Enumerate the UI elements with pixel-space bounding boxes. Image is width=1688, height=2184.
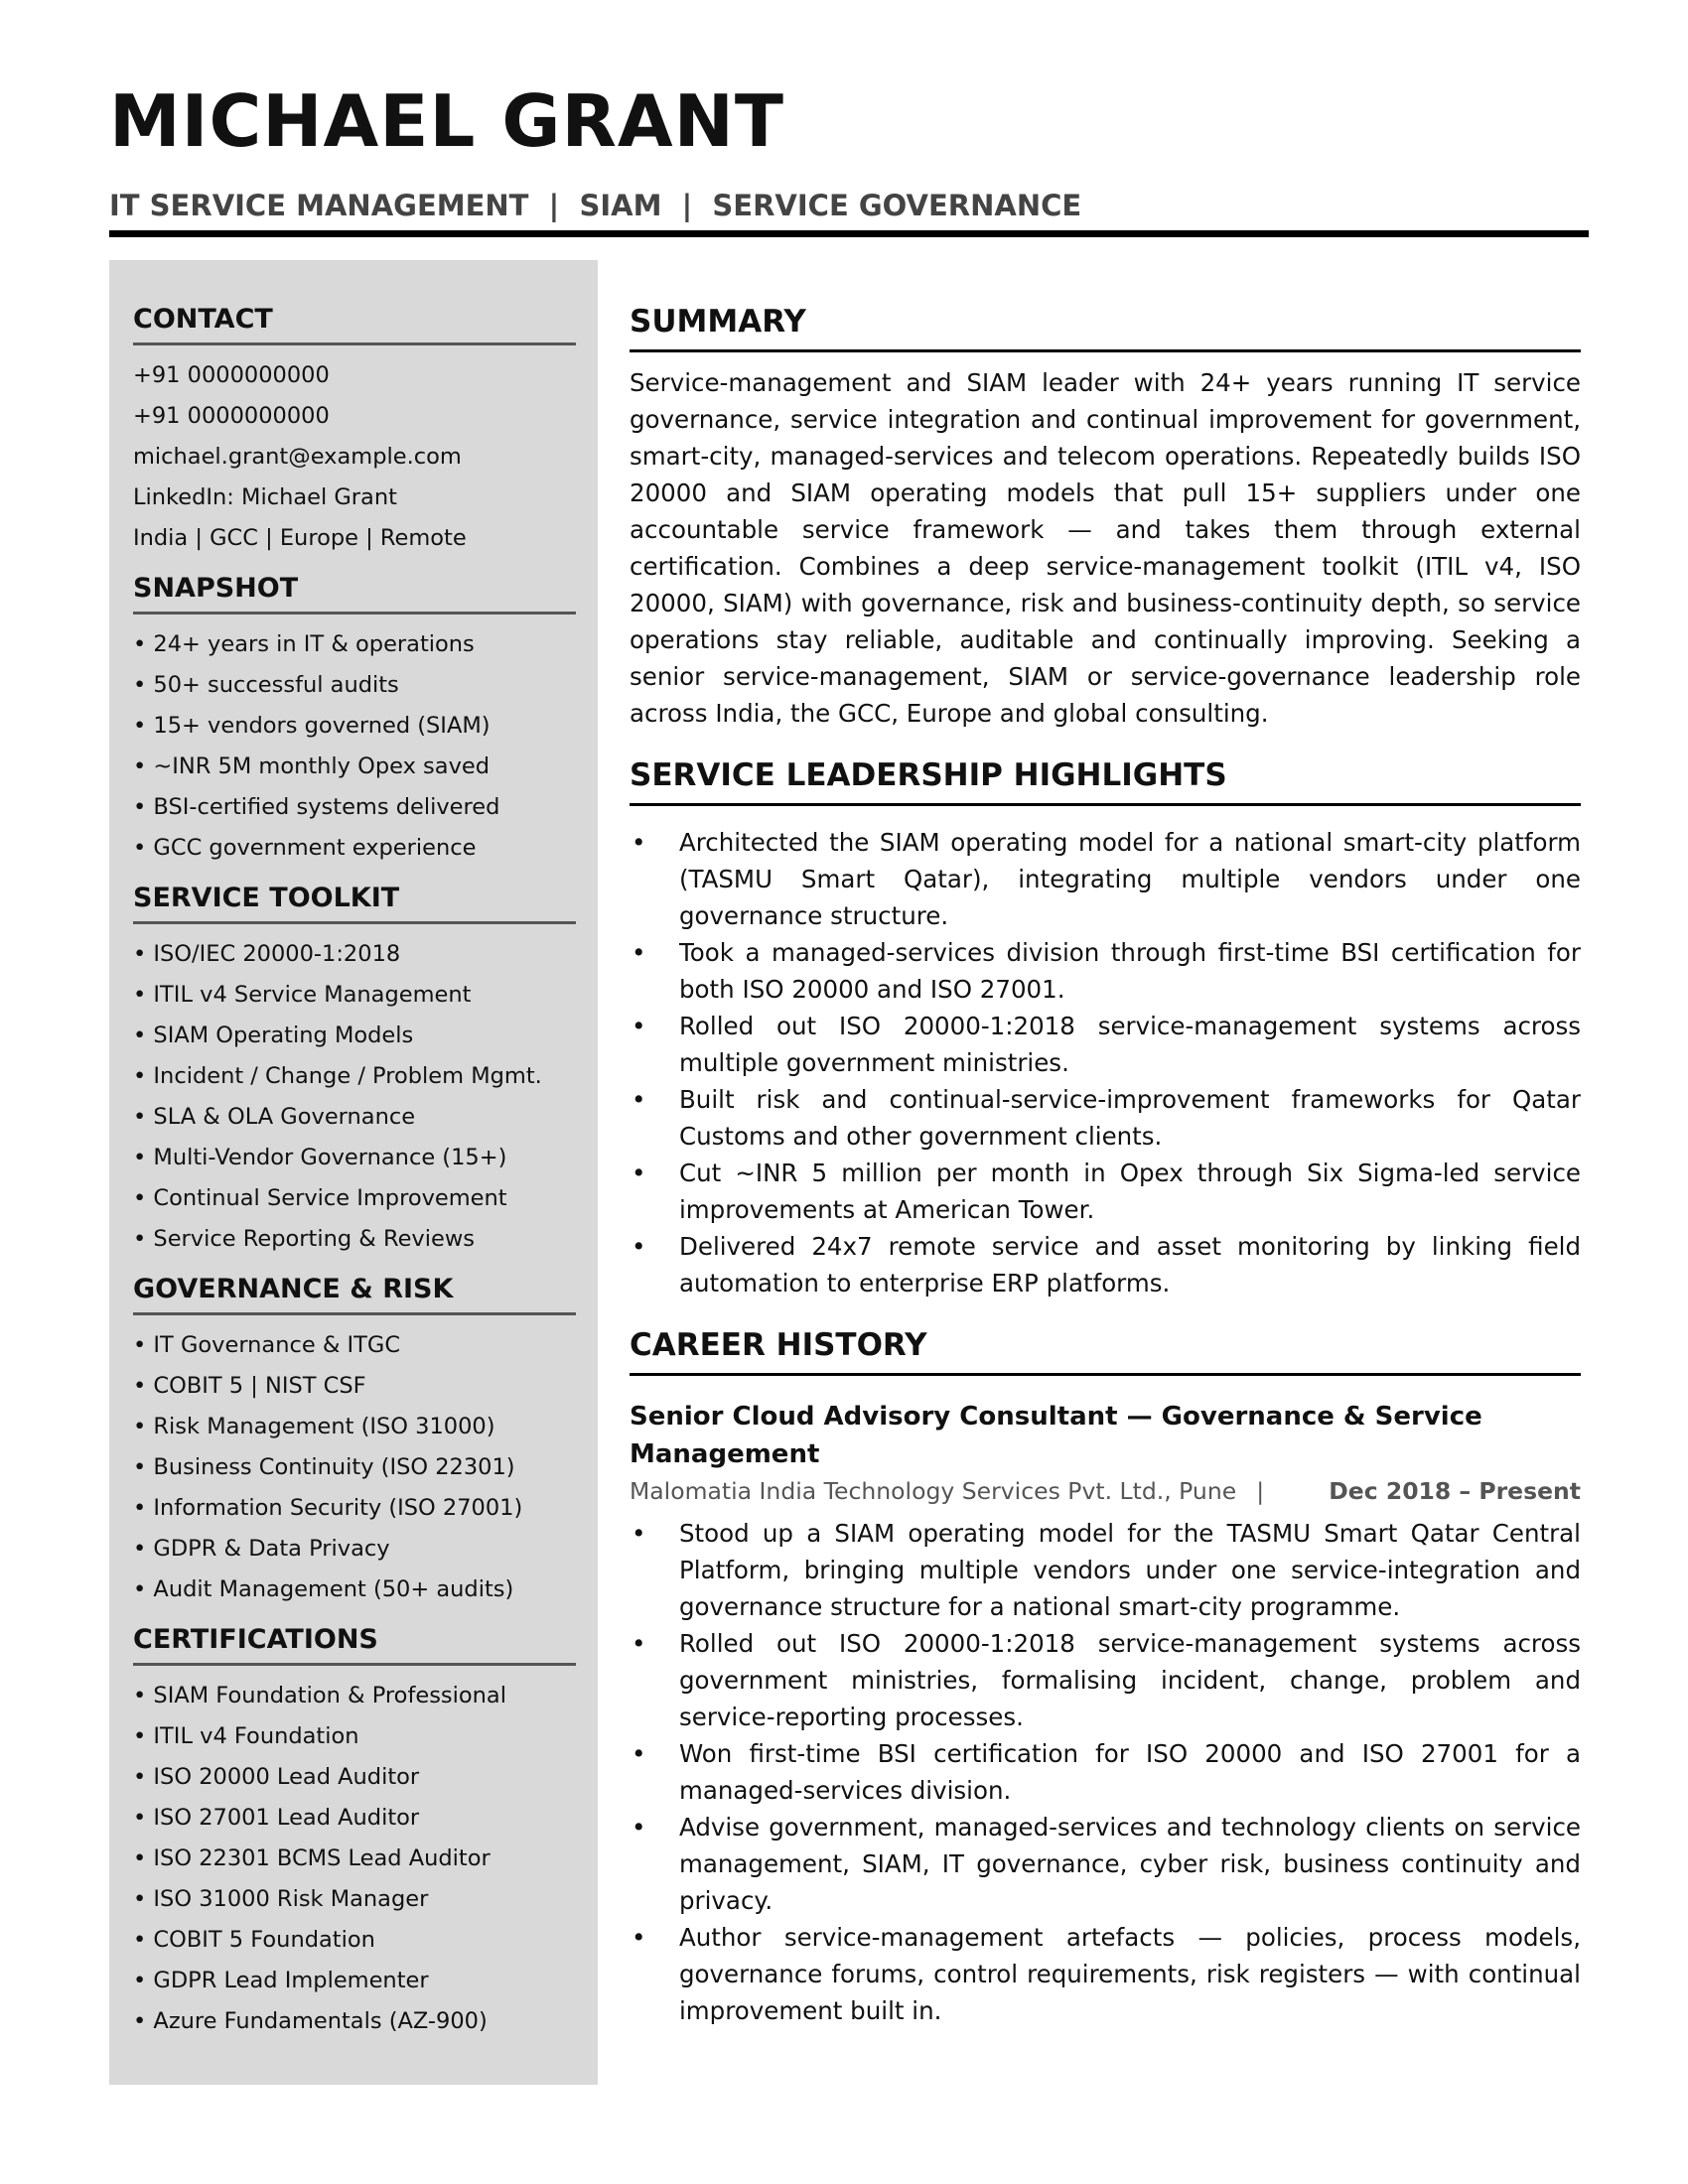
bullet-dot: • bbox=[632, 1232, 646, 1261]
job-dates: Dec 2018 – Present bbox=[1329, 1477, 1581, 1505]
snapshot-section bbox=[133, 573, 576, 869]
job-bullet-item bbox=[630, 1735, 1581, 1809]
bullet-dot: • bbox=[632, 1085, 646, 1114]
toolkit-item: • ITIL v4 Service Management bbox=[133, 982, 472, 1008]
job-title: Senior Cloud Advisory Consultant — Governance & Service Management bbox=[630, 1402, 1482, 1469]
certification-item: • ISO 22301 BCMS Lead Auditor bbox=[133, 1845, 491, 1871]
contact-item: India | GCC | Europe | Remote bbox=[133, 525, 467, 551]
sidebar bbox=[109, 260, 598, 2085]
governance-item: • Risk Management (ISO 31000) bbox=[133, 1414, 495, 1439]
snapshot-item: • 50+ successful audits bbox=[133, 672, 399, 698]
toolkit-item: • SIAM Operating Models bbox=[133, 1023, 414, 1048]
job-entry bbox=[630, 1398, 1581, 2029]
bullet-dot: • bbox=[632, 1629, 646, 1658]
bullet-text: Advise government, managed-services and technology clients on service management, SIAM, IT governance, cyber risk, business continuity and privacy. bbox=[679, 1813, 1581, 1915]
contact-list bbox=[133, 355, 576, 559]
certification-item: • ISO 31000 Risk Manager bbox=[133, 1886, 429, 1912]
certification-item: • ITIL v4 Foundation bbox=[133, 1723, 359, 1749]
toolkit-item: • Continual Service Improvement bbox=[133, 1185, 507, 1211]
bullet-dot: • bbox=[632, 1519, 646, 1548]
snapshot-item: • 24+ years in IT & operations bbox=[133, 631, 475, 657]
bullet-text: Built risk and continual-service-improvement frameworks for Qatar Customs and other government clients. bbox=[679, 1085, 1581, 1151]
toolkit-section bbox=[133, 883, 576, 1260]
bullet-dot: • bbox=[632, 1739, 646, 1768]
certification-item: • GDPR Lead Implementer bbox=[133, 1968, 429, 1993]
toolkit-item: • Service Reporting & Reviews bbox=[133, 1226, 475, 1252]
summary-text: Service-management and SIAM leader with 24+ years running IT service governance, service integration and continual improvement for government, smart-city, managed-services and telecom operations. Repeatedly builds ISO 20000 and SIAM operating models that pull 15+ suppliers under one accountable service framework — and takes them through external certification. Combines a deep service-management toolkit (ITIL v4, ISO 20000, SIAM) with governance, risk and business-continuity depth, so service operations stay reliable, auditable and continually improving. Seeking a senior service-management, SIAM or service-governance leadership role across India, the GCC, Europe and global consulting. bbox=[630, 368, 1581, 728]
highlights-list bbox=[630, 824, 1581, 1301]
bullet-text: Cut ~INR 5 million per month in Opex through Six Sigma-led service improvements at American Tower. bbox=[679, 1159, 1581, 1224]
highlight-item bbox=[630, 1008, 1581, 1081]
toolkit-list bbox=[133, 934, 576, 1260]
certifications-section bbox=[133, 1624, 576, 2042]
highlight-item bbox=[630, 1081, 1581, 1155]
bullet-dot: • bbox=[632, 828, 646, 857]
governance-item: • IT Governance & ITGC bbox=[133, 1332, 401, 1358]
snapshot-list bbox=[133, 624, 576, 869]
headline-tagline: IT SERVICE MANAGEMENT | SIAM | SERVICE GOVERNANCE bbox=[109, 189, 1082, 222]
certification-item: • SIAM Foundation & Professional bbox=[133, 1683, 506, 1708]
job-bullet-item bbox=[630, 1515, 1581, 1625]
bullet-text: Took a managed-services division through first-time BSI certification for both ISO 20000 and ISO 27001. bbox=[679, 938, 1581, 1004]
governance-item: • COBIT 5 | NIST CSF bbox=[133, 1373, 366, 1399]
section-title-summary: SUMMARY bbox=[630, 304, 1581, 352]
governance-item: • GDPR & Data Privacy bbox=[133, 1536, 390, 1562]
governance-item: • Business Continuity (ISO 22301) bbox=[133, 1454, 515, 1480]
contact-item: +91 0000000000 bbox=[133, 362, 330, 388]
snapshot-item: • 15+ vendors governed (SIAM) bbox=[133, 713, 491, 739]
section-title-certifications: CERTIFICATIONS bbox=[133, 1624, 576, 1666]
snapshot-item: • ~INR 5M monthly Opex saved bbox=[133, 753, 491, 779]
highlight-item bbox=[630, 824, 1581, 934]
section-title-contact: CONTACT bbox=[133, 304, 576, 345]
bullet-text: Won first-time BSI certification for ISO 20000 and ISO 27001 for a managed-services division. bbox=[679, 1739, 1581, 1805]
contact-item: +91 0000000000 bbox=[133, 403, 330, 429]
governance-item: • Audit Management (50+ audits) bbox=[133, 1576, 514, 1602]
section-title-career: CAREER HISTORY bbox=[630, 1327, 1581, 1376]
toolkit-item: • ISO/IEC 20000-1:2018 bbox=[133, 941, 401, 967]
bullet-dot: • bbox=[632, 1012, 646, 1040]
header-divider bbox=[109, 230, 1589, 237]
job-bullets-list bbox=[630, 1515, 1581, 2029]
bullet-text: Rolled out ISO 20000-1:2018 service-management systems across multiple government ministries. bbox=[679, 1012, 1581, 1077]
bullet-dot: • bbox=[632, 1923, 646, 1952]
toolkit-item: • Multi-Vendor Governance (15+) bbox=[133, 1145, 507, 1170]
bullet-dot: • bbox=[632, 938, 646, 967]
certifications-list bbox=[133, 1676, 576, 2042]
job-company: Malomatia India Technology Services Pvt. Ltd., Pune bbox=[630, 1477, 1237, 1505]
toolkit-item: • Incident / Change / Problem Mgmt. bbox=[133, 1063, 542, 1089]
job-bullet-item bbox=[630, 1625, 1581, 1735]
governance-list bbox=[133, 1325, 576, 1610]
bullet-dot: • bbox=[632, 1813, 646, 1842]
job-meta-separator: | bbox=[1256, 1477, 1265, 1505]
snapshot-item: • BSI-certified systems delivered bbox=[133, 794, 500, 820]
snapshot-item: • GCC government experience bbox=[133, 835, 477, 861]
bullet-text: Rolled out ISO 20000-1:2018 service-management systems across government ministries, formalising incident, change, problem and service-reporting processes. bbox=[679, 1629, 1581, 1731]
certification-item: • COBIT 5 Foundation bbox=[133, 1927, 375, 1953]
candidate-name: MICHAEL GRANT bbox=[109, 79, 785, 163]
job-meta bbox=[630, 1473, 1581, 1509]
section-title-toolkit: SERVICE TOOLKIT bbox=[133, 883, 576, 924]
highlight-item bbox=[630, 1228, 1581, 1301]
section-title-snapshot: SNAPSHOT bbox=[133, 573, 576, 614]
highlight-item bbox=[630, 934, 1581, 1008]
highlights-section bbox=[630, 757, 1581, 1301]
bullet-text: Delivered 24x7 remote service and asset monitoring by linking field automation to enterprise ERP platforms. bbox=[679, 1232, 1581, 1297]
highlight-item bbox=[630, 1155, 1581, 1228]
summary-section bbox=[630, 304, 1581, 732]
toolkit-item: • SLA & OLA Governance bbox=[133, 1104, 416, 1130]
governance-item: • Information Security (ISO 27001) bbox=[133, 1495, 523, 1521]
bullet-text: Stood up a SIAM operating model for the TASMU Smart Qatar Central Platform, bringing multiple vendors under one service-integration and governance structure for a national smart-city programme. bbox=[679, 1519, 1581, 1621]
bullet-dot: • bbox=[632, 1159, 646, 1187]
main-content bbox=[630, 304, 1581, 2055]
job-bullet-item bbox=[630, 1919, 1581, 2029]
governance-section bbox=[133, 1274, 576, 1610]
section-title-highlights: SERVICE LEADERSHIP HIGHLIGHTS bbox=[630, 757, 1581, 806]
contact-item: michael.grant@example.com bbox=[133, 444, 462, 470]
contact-item: LinkedIn: Michael Grant bbox=[133, 484, 397, 510]
section-title-governance: GOVERNANCE & RISK bbox=[133, 1274, 576, 1315]
bullet-text: Architected the SIAM operating model for a national smart-city platform (TASMU Smart Qatar), integrating multiple vendors under one governance structure. bbox=[679, 828, 1581, 930]
contact-section bbox=[133, 304, 576, 559]
career-section bbox=[630, 1327, 1581, 2029]
job-bullet-item bbox=[630, 1809, 1581, 1919]
bullet-text: Author service-management artefacts — policies, process models, governance forums, control requirements, risk registers — with continual improvement built in. bbox=[679, 1923, 1581, 2025]
certification-item: • ISO 27001 Lead Auditor bbox=[133, 1805, 420, 1831]
certification-item: • Azure Fundamentals (AZ-900) bbox=[133, 2008, 488, 2034]
certification-item: • ISO 20000 Lead Auditor bbox=[133, 1764, 420, 1790]
